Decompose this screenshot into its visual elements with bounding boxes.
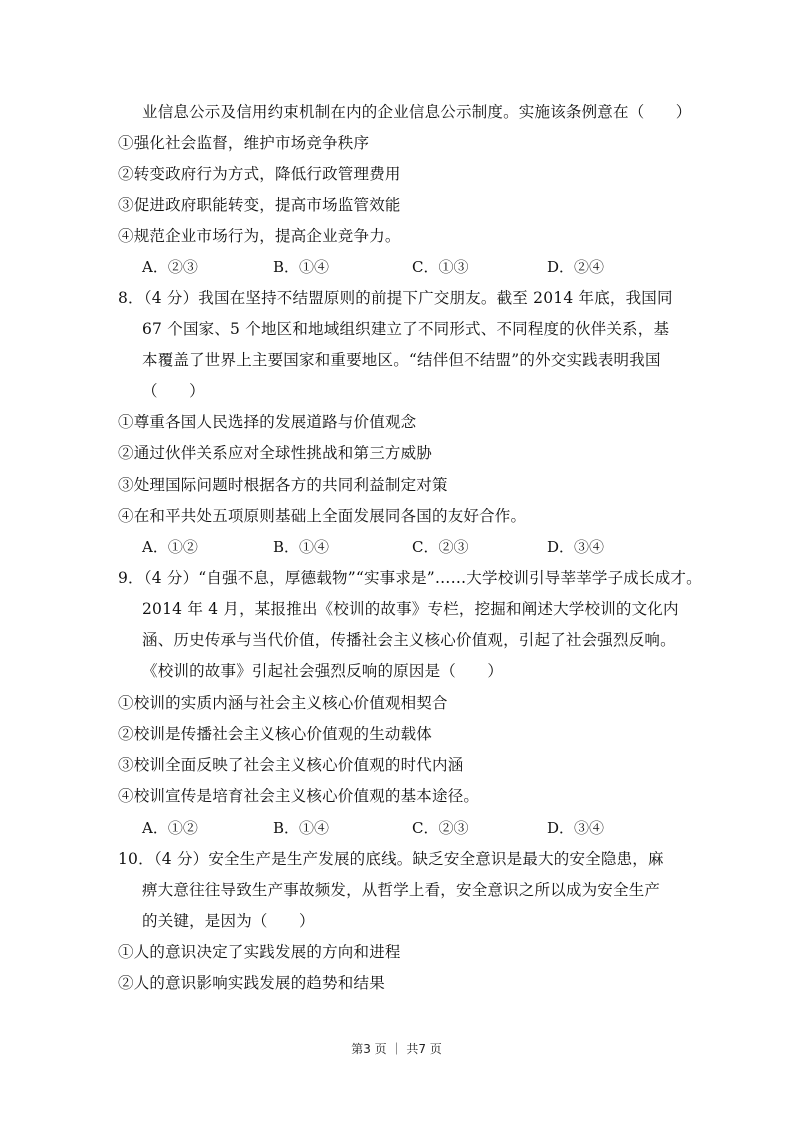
q9-option-3: ③校训全面反映了社会主义核心价值观的时代内涵 bbox=[118, 756, 464, 774]
q9-choice-a: A．①② bbox=[142, 819, 198, 837]
q9-stem-line-4: 《校训的故事》引起社会强烈反响的原因是（ ） bbox=[142, 662, 504, 680]
q8-choice-d: D．③④ bbox=[547, 538, 605, 556]
q7-choice-c: C．①③ bbox=[412, 258, 469, 276]
q9-option-4: ④校训宣传是培育社会主义核心价值观的基本途径。 bbox=[118, 787, 480, 805]
q7-choices bbox=[142, 257, 702, 277]
q8-option-4: ④在和平共处五项原则基础上全面发展同各国的友好合作。 bbox=[118, 507, 527, 525]
q9-stem-line-2: 2014 年 4 月，某报推出《校训的故事》专栏，挖掘和阐述大学校训的文化内 bbox=[142, 600, 679, 618]
q7-option-3: ③促进政府职能转变，提高市场监管效能 bbox=[118, 196, 401, 214]
q9-stem-line-3: 涵、历史传承与当代价值，传播社会主义核心价值观，引起了社会强烈反响。 bbox=[142, 631, 676, 649]
q9-option-1: ①校训的实质内涵与社会主义核心价值观相契合 bbox=[118, 694, 448, 712]
q8-choices bbox=[142, 537, 702, 557]
q10-stem-line-3: 的关键，是因为（ ） bbox=[142, 912, 315, 930]
q9-choice-d: D．③④ bbox=[547, 819, 605, 837]
q8-stem-line-3: 本覆盖了世界上主要国家和重要地区。“结伴但不结盟”的外交实践表明我国 bbox=[142, 351, 661, 369]
q7-choice-a: A．②③ bbox=[142, 258, 198, 276]
q8-option-2: ②通过伙伴关系应对全球性挑战和第三方威胁 bbox=[118, 444, 433, 462]
q9-choice-c: C．②③ bbox=[412, 819, 469, 837]
q9-choice-b: B．①④ bbox=[273, 819, 330, 837]
q8-choice-b: B．①④ bbox=[273, 538, 330, 556]
page-footer: 第3 页 ｜ 共7 页 bbox=[351, 1042, 442, 1056]
q7-option-2: ②转变政府行为方式，降低行政管理费用 bbox=[118, 165, 401, 183]
q8-option-3: ③处理国际问题时根据各方的共同利益制定对策 bbox=[118, 476, 448, 494]
q8-choice-c: C．②③ bbox=[412, 538, 469, 556]
q9-option-2: ②校训是传播社会主义核心价值观的生动载体 bbox=[118, 725, 433, 743]
q7-option-4: ④规范企业市场行为，提高企业竞争力。 bbox=[118, 227, 401, 245]
q8-stem-line-2: 67 个国家、5 个地区和地域组织建立了不同形式、不同程度的伙伴关系，基 bbox=[142, 320, 670, 338]
q9-stem-line-1: 9．（4 分）“自强不息，厚德载物”“实事求是”……大学校训引导莘莘学子成长成才。 bbox=[118, 569, 702, 587]
q8-choice-a: A．①② bbox=[142, 538, 198, 556]
q10-stem-line-1: 10．（4 分）安全生产是生产发展的底线。缺乏安全意识是最大的安全隐患，麻 bbox=[118, 850, 664, 868]
q7-option-1: ①强化社会监督，维护市场竞争秩序 bbox=[118, 134, 370, 152]
q7-choice-d: D．②④ bbox=[547, 258, 605, 276]
q7-stem-continued: 业信息公示及信用约束机制在内的企业信息公示制度。实施该条例意在（ ） bbox=[142, 103, 692, 121]
q9-choices bbox=[142, 818, 702, 838]
q8-stem-line-1: 8．（4 分）我国在坚持不结盟原则的前提下广交朋友。截至 2014 年底，我国同 bbox=[118, 289, 673, 307]
q7-choice-b: B．①④ bbox=[273, 258, 330, 276]
q8-stem-line-4: （ ） bbox=[142, 382, 205, 400]
q10-option-2: ②人的意识影响实践发展的趋势和结果 bbox=[118, 974, 385, 992]
q10-option-1: ①人的意识决定了实践发展的方向和进程 bbox=[118, 943, 401, 961]
q10-stem-line-2: 痹大意往往导致生产事故频发，从哲学上看，安全意识之所以成为安全生产 bbox=[142, 881, 661, 899]
q8-option-1: ①尊重各国人民选择的发展道路与价值观念 bbox=[118, 413, 417, 431]
